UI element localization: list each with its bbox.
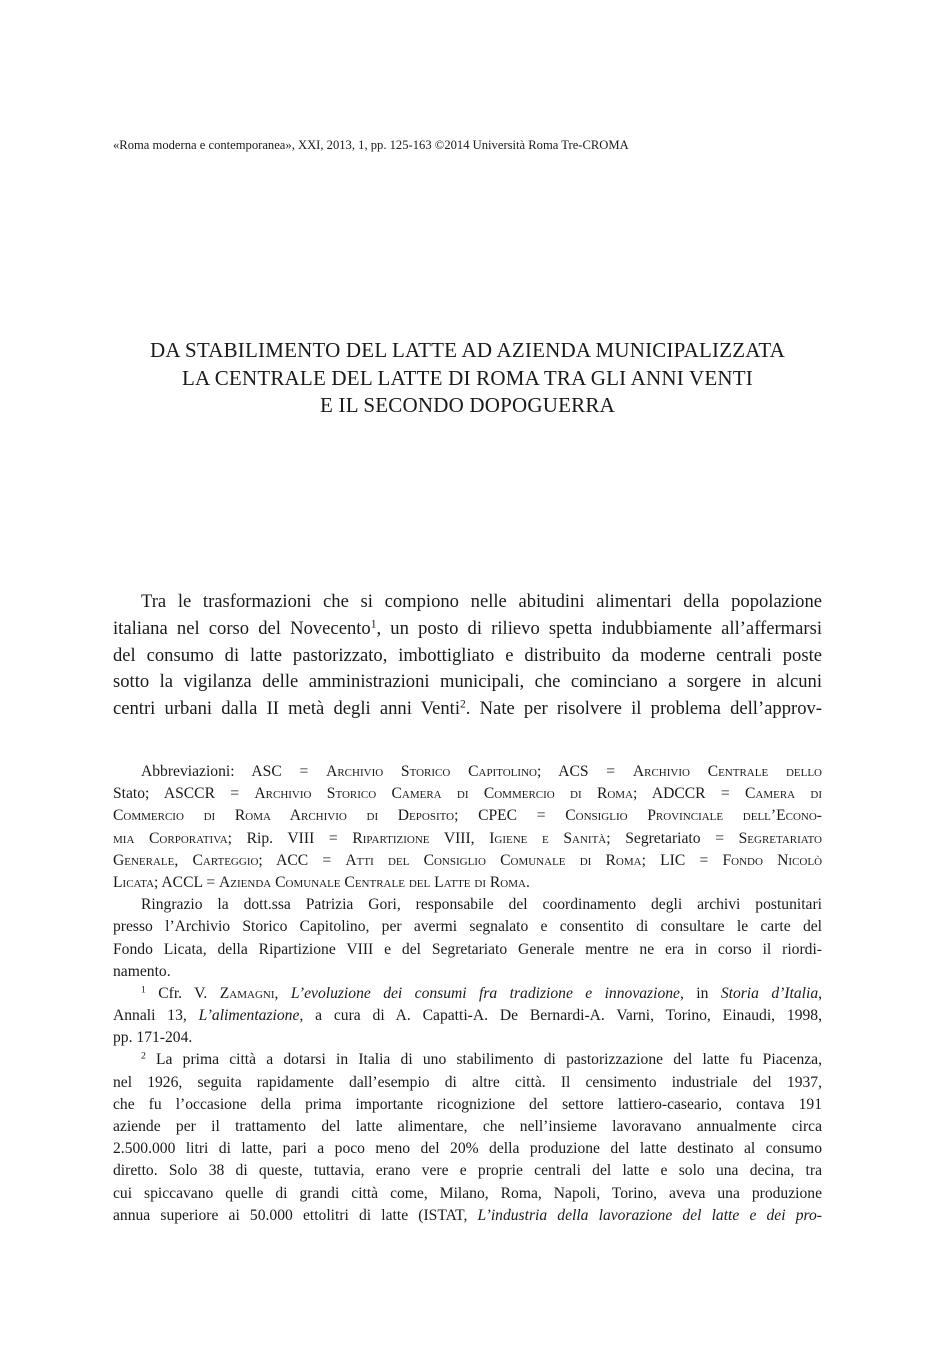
abbreviations-line <box>113 828 822 850</box>
body-line: sotto la vigilanza delle amministrazioni municipali, che cominciano a sorgere in alcuni <box>113 671 822 693</box>
body-line: italiana nel corso del Novecento$^1$, un posto di rilievo spetta indubbiamente all’affermarsi <box>113 617 822 639</box>
abbreviations-line <box>113 783 822 805</box>
footnote-1-line: pp. 171-204. <box>113 1029 193 1047</box>
abbreviations-text: mia Corporativa; Rip. VIII = Ripartizione VIII, Igiene e Sanità; Segretariato = Segretariato <box>113 829 822 847</box>
footnote-2-line: cui spiccavano quelle di grandi città come, Milano, Roma, Napoli, Torino, aveva una produzione <box>113 1184 822 1202</box>
acknowledgement-line: Ringrazio la dott.ssa Patrizia Gori, responsabile del coordinamento degli archivi postunitari <box>141 896 822 914</box>
footnote-2-line: 2.500.000 litri di latte, pari a poco meno del 20% della produzione del latte destinato al consumo <box>113 1140 822 1158</box>
acknowledgement-line: presso l’Archivio Storico Capitolino, per avermi segnalato e consentito di consultare le carte del <box>113 918 822 936</box>
footnote-2-line: che fu l’occasione della prima importante ricognizione del settore lattiero-caseario, contava 191 <box>113 1095 822 1113</box>
abbreviations-text: Licata; ACCL = Azienda Comunale Centrale del Latte di Roma. <box>113 873 530 891</box>
abbreviations-line <box>113 850 822 872</box>
acknowledgement-line: namento. <box>113 962 171 980</box>
running-head: «Roma moderna e contemporanea», XXI, 2013, 1, pp. 125-163 ©2014 Università Roma Tre-CROMA <box>113 138 629 152</box>
abbreviations-text: Abbreviazioni: ASC = Archivio Storico Capitolino; ACS = Archivio Centrale dello <box>141 763 822 780</box>
footnote-mark-1: 1 <box>141 984 146 996</box>
footnote-1-line: Annali 13, L’alimentazione, a cura di A. Capatti-A. De Bernardi-A. Varni, Torino, Einaudi, 1998, <box>113 1007 822 1025</box>
acknowledgement-line: Fondo Licata, della Ripartizione VIII e del Segretariato Generale mentre ne era in corso il riordi- <box>113 940 822 958</box>
footnotes <box>113 761 822 1227</box>
title-line-1: DA STABILIMENTO DEL LATTE AD AZIENDA MUNICIPALIZZATA <box>149 338 786 362</box>
abbreviations-text: Commercio di Roma Archivio di Deposito; CPEC = Consiglio Provinciale dell’Econo- <box>113 807 822 825</box>
footnote-2-line: diretto. Solo 38 di queste, tuttavia, erano vere e proprie centrali del latte e solo una decina, tra <box>113 1162 822 1180</box>
abbreviations-line <box>113 761 822 783</box>
footnote-ref-1[interactable]: 1 <box>370 618 377 631</box>
footnote-ref-2[interactable]: 2 <box>460 698 466 711</box>
article-title <box>0 337 935 420</box>
footnote-2-line: $^2$ La prima città a dotarsi in Italia di uno stabilimento di pastorizzazione del latte fu Piacenza, <box>141 1051 822 1069</box>
abbreviations-text: Stato; ASCCR = Archivio Storico Camera di Commercio di Roma; ADCCR = Camera di <box>113 785 823 803</box>
footnote-mark-2: 2 <box>141 1051 146 1063</box>
title-line-3: E IL SECONDO DOPOGUERRA <box>320 393 615 417</box>
title-line-2: LA CENTRALE DEL LATTE DI ROMA TRA GLI ANNI VENTI <box>182 365 753 390</box>
footnote-2-line: nel 1926, seguita rapidamente dall’esempio di altre città. Il censimento industriale del 1937, <box>113 1073 822 1091</box>
abbreviations-line <box>113 805 822 827</box>
body-line: Tra le trasformazioni che si compiono nelle abitudini alimentari della popolazione <box>141 591 822 612</box>
abbreviations-line <box>113 872 822 894</box>
footnote-2-line: aziende per il trattamento del latte alimentare, che nell’insieme lavoravano annualmente circa <box>113 1118 822 1135</box>
abbreviations-text: Generale, Carteggio; ACC = Atti del Consiglio Comunale di Roma; LIC = Fondo Nicolò <box>113 851 823 869</box>
footnote-1-line: $^1$ Cfr. V. Zamagni, L’evoluzione dei consumi fra tradizione e innovazione, in Storia d’Italia, <box>141 984 823 1002</box>
footnote-2-line: annua superiore ai 50.000 ettolitri di latte (ISTAT, L’industria della lavorazione del latte e dei pro- <box>113 1206 822 1224</box>
body-line: del consumo di latte pastorizzato, imbottigliato e distribuito da moderne centrali poste <box>113 644 822 666</box>
body-paragraph <box>113 589 822 723</box>
body-line: centri urbani dalla II metà degli anni Venti$^2$. Nate per risolvere il problema dell’approv- <box>113 698 822 720</box>
